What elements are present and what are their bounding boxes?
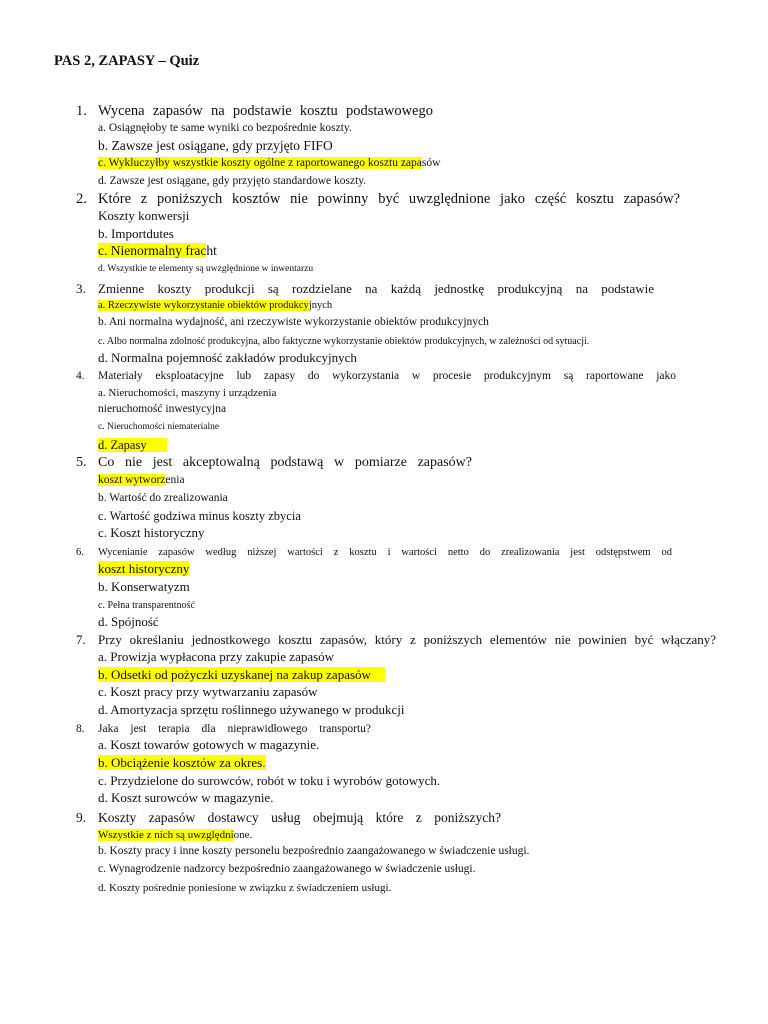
answer-text-rest: jnych [308, 300, 333, 312]
answer-option: c. Przydzielone do surowców, robót w toku i wyrobów gotowych. [98, 772, 441, 788]
answer-option: b. Konserwatyzm [98, 578, 190, 594]
answer-option: b. Importdutes [98, 225, 174, 241]
answer-option: d. Normalna pojemność zakładów produkcyjnych [98, 349, 357, 365]
answer-text-rest: one. [233, 828, 253, 841]
answer-option: d. Amortyzacja sprzętu roślinnego używanego w produkcji [98, 701, 405, 717]
answer-text-rest: enia [165, 474, 185, 487]
highlighted-answer: c. Nienormalny frac [98, 243, 207, 259]
highlighted-answer: c. Wykluczyłby wszystkie koszty ogólne z raportowanego kosztu zapa [98, 157, 422, 170]
question-text: Koszty zapasów dostawcy usług obejmują które z poniższych? [98, 809, 501, 825]
question-text: Zmienne koszty produkcji są rozdzielane na każdą jednostkę produkcyjną na podstawie [98, 281, 654, 297]
answer-option: b. Koszty pracy i inne koszty personelu bezpośrednio zaangażowanego w świadczenie usługi. [98, 845, 530, 858]
answer-option [98, 668, 385, 683]
question-text: Które z poniższych kosztów nie powinny być uwzględnione jako część kosztu zapasów? [98, 190, 680, 207]
answer-option: c. Koszt historyczny [98, 524, 205, 540]
highlighted-answer: Wszystkie z nich są uwzględni [98, 828, 234, 841]
answer-option [98, 300, 332, 312]
question-number: 3. [76, 281, 86, 297]
answer-option [98, 157, 440, 170]
answer-option: d. Koszt surowców w magazynie. [98, 789, 274, 805]
answer-option: c. Nieruchomości niematerialne [98, 421, 220, 432]
question-text: Przy określaniu jednostkowego kosztu zapasów, który z poniższych elementów nie powinien być włączany? [98, 632, 716, 648]
document-title: PAS 2, ZAPASY – Quiz [54, 53, 200, 69]
answer-option: Koszty konwersji [98, 207, 190, 223]
answer-option [98, 829, 252, 842]
answer-text-rest: ht [206, 243, 217, 259]
answer-option: d. Spójność [98, 613, 159, 629]
highlighted-answer: koszt historyczny [98, 560, 190, 576]
highlighted-answer: koszt wytworz [98, 474, 166, 487]
question-number: 5. [76, 455, 87, 471]
highlighted-answer: b. Odsetki od pożyczki uzyskanej na zakup zapasów [98, 667, 385, 682]
answer-option: a. Prowizja wypłacona przy zakupie zapasów [98, 648, 335, 664]
answer-option: a. Nieruchomości, maszyny i urządzenia [98, 386, 277, 399]
answer-option [98, 756, 266, 771]
question-number: 8. [76, 722, 85, 735]
answer-option: a. Koszt towarów gotowych w magazynie. [98, 736, 320, 752]
answer-option: b. Zawsze jest osiągane, gdy przyjęto FIFO [98, 138, 333, 154]
answer-text-rest: sów [421, 157, 441, 170]
question-text: Co nie jest akceptowalną podstawą w pomiarze zapasów? [98, 455, 472, 471]
answer-option [98, 438, 167, 452]
answer-option: d. Zawsze jest osiągane, gdy przyjęto standardowe koszty. [98, 175, 367, 188]
answer-option [98, 243, 217, 259]
answer-option: c. Koszt pracy przy wytwarzaniu zapasów [98, 683, 318, 699]
question-text: Wycena zapasów na podstawie kosztu podstawowego [98, 102, 433, 119]
answer-option [98, 562, 189, 577]
highlighted-answer: d. Zapasy [98, 438, 167, 452]
highlighted-answer: b. Obciążenie kosztów za okres. [98, 754, 266, 770]
answer-option: c. Albo normalna zdolność produkcyjna, albo faktyczne wykorzystanie obiektów produkcyjnych, w zależności od sytuacji. [98, 335, 590, 347]
question-text: Jaka jest terapia dla nieprawidłowego transportu? [98, 722, 371, 735]
question-number: 2. [76, 190, 87, 207]
question-number: 9. [76, 809, 87, 825]
question-text: Materiały eksploatacyjne lub zapasy do wykorzystania w procesie produkcyjnym są raportowane jako [98, 369, 676, 382]
answer-option [98, 474, 185, 487]
question-number: 1. [76, 102, 87, 119]
highlighted-answer: a. Rzeczywiste wykorzystanie obiektów produkcy [98, 300, 309, 312]
answer-option: d. Koszty pośrednie poniesione w związku z świadczeniem usługi. [98, 881, 392, 894]
answer-option: b. Ani normalna wydajność, ani rzeczywiste wykorzystanie obiektów produkcyjnych [98, 316, 489, 329]
question-number: 4. [76, 369, 85, 382]
answer-option: c. Wartość godziwa minus koszty zbycia [98, 509, 301, 524]
question-text: Wycenianie zapasów według niższej wartości z kosztu i wartości netto do zrealizowania jest odstępstwem od [98, 546, 672, 558]
answer-option: nieruchomość inwestycyjna [98, 403, 227, 416]
answer-option: d. Wszystkie te elementy są uwzględnione w inwentarzu [98, 263, 314, 274]
answer-option: c. Pełna transparentność [98, 599, 195, 611]
question-number: 6. [76, 546, 84, 558]
answer-option: c. Wynagrodzenie nadzorcy bezpośrednio zaangażowanego w świadczenie usługi. [98, 863, 476, 876]
answer-option: a. Osiągnęłoby te same wyniki co bezpośrednie koszty. [98, 122, 352, 135]
question-number: 7. [76, 632, 86, 648]
answer-option: b. Wartość do zrealizowania [98, 492, 228, 505]
